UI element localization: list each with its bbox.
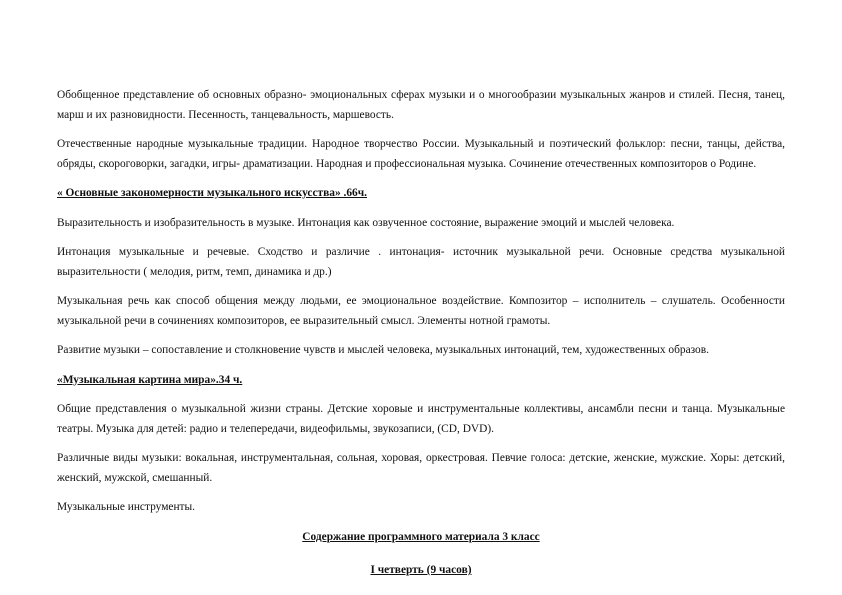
paragraph-instruments: Музыкальные инструменты. <box>57 501 196 513</box>
paragraph-folk-traditions: Отечественные народные музыкальные традиции. Народное творчество России. Музыкальный и поэтический фольклор: песни, танцы, действа, обряды, скороговорки, загадки, игры- драматизации. Народная и профессиональная музыка. Сочинение отечественных композиторов о Родине. <box>57 138 785 170</box>
section-heading-world-picture: «Музыкальная картина мира».34 ч. <box>57 373 243 386</box>
paragraph-expressiveness: Выразительность и изобразительность в музыке. Интонация как озвученное состояние, выражение эмоций и мыслей человека. <box>57 216 675 229</box>
paragraph-genres: Обобщенное представление об основных образно- эмоциональных сферах музыки и о многообразии музыкальных жанров и стилей. Песня, танец, марш и их разновидности. Песенность, танцевальность, маршевость. <box>57 89 785 121</box>
paragraph-intonation: Интонация музыкальные и речевые. Сходство и различие . интонация- источник музыкальной речи. Основные средства музыкальной выразительности ( мелодия, ритм, темп, динамика и др.) <box>57 246 785 278</box>
paragraph-musical-speech: Музыкальная речь как способ общения между людьми, ее эмоциональное воздействие. Композитор – исполнитель – слушатель. Особенности музыкальной речи в сочинениях композиторов, ее выразительный смысл. Элементы нотной грамоты. <box>57 295 785 327</box>
program-content-title <box>57 528 785 548</box>
paragraph-musical-life: Общие представления о музыкальной жизни страны. Детские хоровые и инструментальные коллективы, ансамбли песни и танца. Музыкальные театры. Музыка для детей: радио и телепередачи, видеофильмы, звукозаписи, (CD, DVD). <box>57 403 785 435</box>
quarter-title-text: I четверть (9 часов) <box>370 564 472 576</box>
paragraph-music-types: Различные виды музыки: вокальная, инструментальная, сольная, хоровая, оркестровая. Певчие голоса: детские, женские, мужские. Хоры: детский, женский, мужской, смешанный. <box>57 452 785 484</box>
section-heading-laws: « Основные закономерности музыкального искусства» .66ч. <box>57 187 368 199</box>
program-content-title-text: Содержание программного материала 3 класс <box>302 530 540 543</box>
paragraph-music-development: Развитие музыки – сопоставление и столкновение чувств и мыслей человека, музыкальных интонаций, тем, художественных образов. <box>57 344 709 356</box>
quarter-title <box>57 561 785 581</box>
